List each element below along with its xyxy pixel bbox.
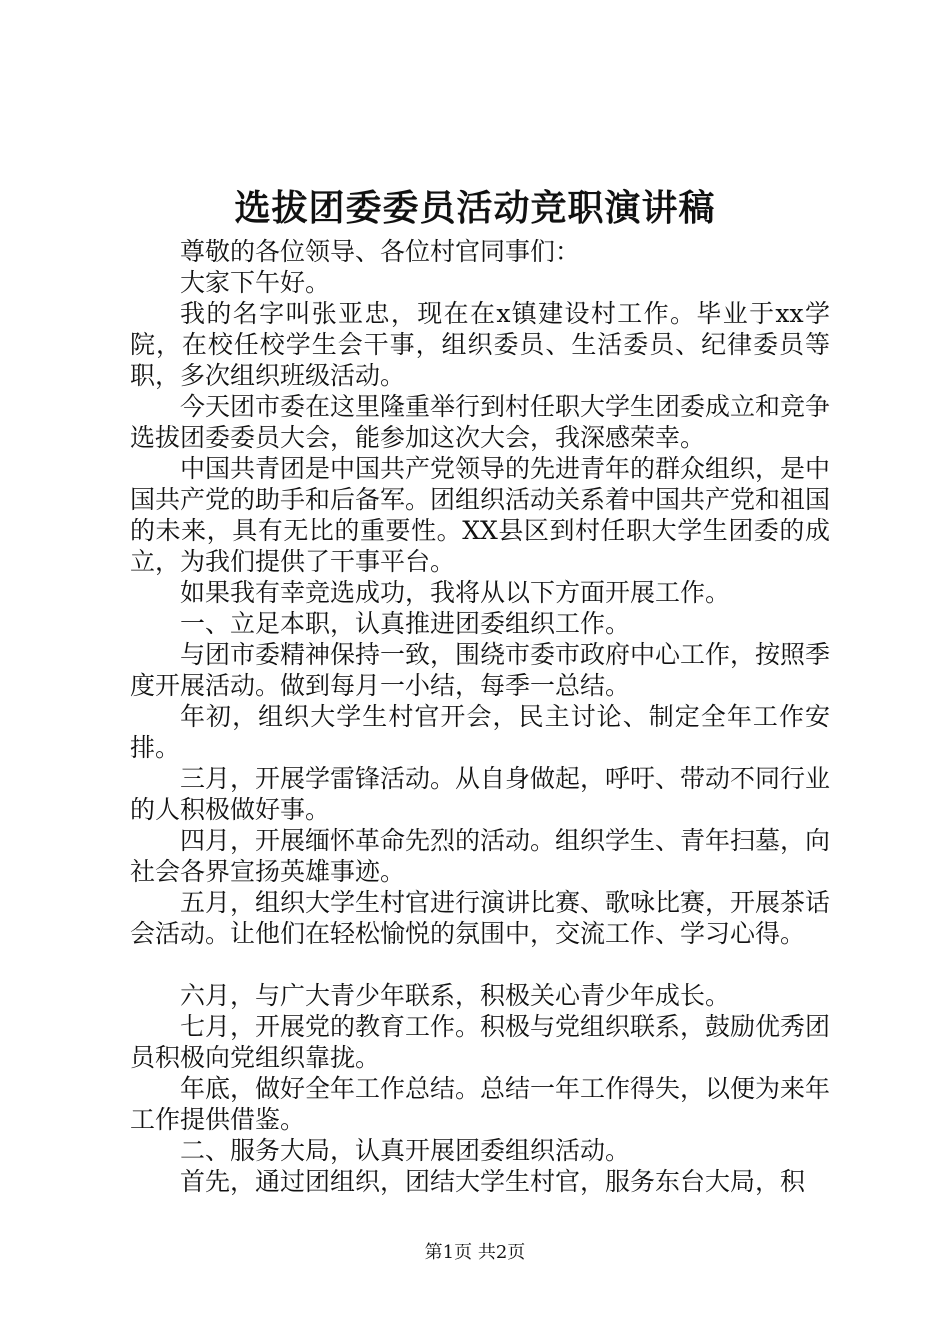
- greeting: 大家下午好。: [180, 268, 331, 297]
- section-heading-1: 一、立足本职，认真推进团委组织工作。: [180, 609, 631, 638]
- paragraph-self-intro: 我的名字叫张亚忠，现在在x镇建设村工作。毕业于xx学院，在校任校学生会干事，组织委员、生活委员、纪律委员等职，多次组织班级活动。: [130, 299, 830, 390]
- paragraph-april: 四月，开展缅怀革命先烈的活动。组织学生、青年扫墓，向社会各界宣扬英雄事迹。: [130, 826, 831, 886]
- document-title: 选拔团委委员活动竞职演讲稿: [234, 187, 716, 229]
- paragraph-year-end: 年底，做好全年工作总结。总结一年工作得失，以便为来年工作提供借鉴。: [130, 1074, 831, 1134]
- paragraph-quarterly: 与团市委精神保持一致，围绕市委市政府中心工作，按照季度开展活动。做到每月一小结，每季一总结。: [130, 640, 831, 700]
- section-heading-2: 二、服务大局，认真开展团委组织活动。: [180, 1136, 631, 1165]
- paragraph-meeting: 今天团市委在这里隆重举行到村任职大学生团委成立和竞争选拔团委委员大会，能参加这次大会，我深感荣幸。: [130, 392, 831, 452]
- paragraph-youth-league: 中国共青团是中国共产党领导的先进青年的群众组织，是中国共产党的助手和后备军。团组织活动关系着中国共产党和祖国的未来，具有无比的重要性。XX县区到村任职大学生团委的成立，为我们提供了干事平台。: [130, 454, 831, 576]
- paragraph-plan-intro: 如果我有幸竞选成功，我将从以下方面开展工作。: [180, 578, 731, 607]
- paragraph-june: 六月，与广大青少年联系，积极关心青少年成长。: [180, 981, 731, 1010]
- document-body: [130, 236, 830, 1197]
- paragraph-year-start: 年初，组织大学生村官开会，民主讨论、制定全年工作安排。: [130, 702, 830, 762]
- paragraph-july: 七月，开展党的教育工作。积极与党组织联系，鼓励优秀团员积极向党组织靠拢。: [130, 1012, 831, 1072]
- paragraph-march: 三月，开展学雷锋活动。从自身做起，呼吁、带动不同行业的人积极做好事。: [130, 764, 831, 824]
- paragraph-may: 五月，组织大学生村官进行演讲比赛、歌咏比赛，开展茶话会活动。让他们在轻松愉悦的氛围中，交流工作、学习心得。: [130, 888, 831, 948]
- page-footer: 第1页 共2页: [424, 1242, 526, 1263]
- paragraph-first: 首先，通过团组织，团结大学生村官，服务东台大局，积: [180, 1167, 806, 1196]
- salutation: 尊敬的各位领导、各位村官同事们：: [180, 237, 581, 266]
- blank-line: [130, 949, 830, 980]
